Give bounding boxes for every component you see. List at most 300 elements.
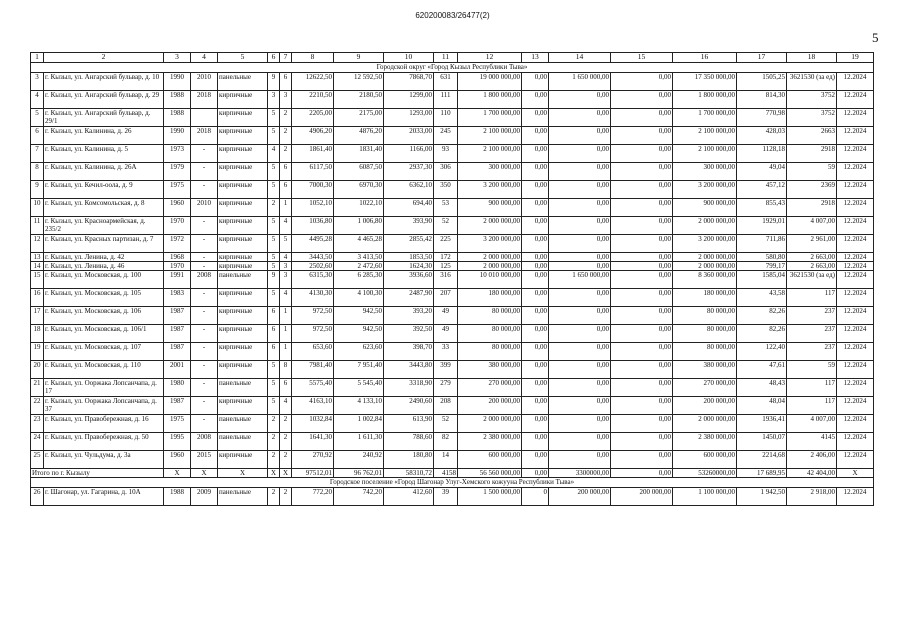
table-cell: 393,20	[384, 307, 434, 325]
table-cell: 5	[268, 253, 280, 262]
table-cell: -	[191, 217, 218, 235]
table-row	[31, 361, 874, 379]
table-cell: 0,00	[549, 163, 611, 181]
table-row	[31, 109, 874, 127]
table-cell: 14	[434, 451, 458, 469]
table-cell: 0,00	[611, 109, 673, 127]
table-cell: 6	[280, 181, 292, 199]
table-cell: 1036,80	[292, 217, 334, 235]
section-row	[31, 478, 874, 488]
table-cell: 653,60	[292, 343, 334, 361]
table-cell: 52	[434, 217, 458, 235]
table-cell: 3 200 000,00	[458, 181, 522, 199]
table-cell: 0,00	[549, 415, 611, 433]
table-cell: 180,80	[384, 451, 434, 469]
table-cell: 1995	[164, 433, 191, 451]
table-cell: 5	[268, 262, 280, 271]
table-cell: 110	[434, 109, 458, 127]
table-cell: 2018	[191, 91, 218, 109]
table-cell: 5	[268, 163, 280, 181]
table-cell: 2 000 000,00	[673, 415, 737, 433]
table-cell: панельные	[218, 415, 268, 433]
page-number: 5	[872, 30, 879, 45]
table-cell: 3752	[787, 91, 837, 109]
table-cell: 0,00	[549, 307, 611, 325]
table-cell: 1987	[164, 307, 191, 325]
table-row	[31, 163, 874, 181]
table-row	[31, 289, 874, 307]
table-cell: 0,00	[611, 397, 673, 415]
table-cell: -	[191, 361, 218, 379]
table-cell: 82,26	[737, 325, 787, 343]
table-cell: 9	[31, 181, 44, 199]
table-cell: 3621530 (за ед)	[787, 271, 837, 289]
table-cell: 398,70	[384, 343, 434, 361]
table-row	[31, 379, 874, 397]
table-cell: 48,04	[737, 397, 787, 415]
table-cell: 117	[787, 289, 837, 307]
table-cell: 3318,90	[384, 379, 434, 397]
table-cell: 2 100 000,00	[673, 127, 737, 145]
table-cell: 2369	[787, 181, 837, 199]
table-cell: 392,50	[384, 325, 434, 343]
table-cell: 12.2024	[837, 262, 874, 271]
table-cell: 1585,04	[737, 271, 787, 289]
table-cell: 270 000,00	[673, 379, 737, 397]
table-cell: 3	[280, 271, 292, 289]
address-cell: г. Кызыл, ул. Красноармейская, д. 235/2	[44, 217, 164, 235]
column-number: 18	[787, 53, 837, 63]
table-cell: кирпичные	[218, 91, 268, 109]
table-cell: 117	[787, 397, 837, 415]
address-cell: г. Кызыл, ул. Кечил-оола, д. 9	[44, 181, 164, 199]
table-cell: 0,00	[549, 109, 611, 127]
table-cell: 0,00	[549, 127, 611, 145]
table-cell: 5	[268, 235, 280, 253]
table-cell: 942,50	[334, 325, 384, 343]
table-cell: 0,00	[611, 325, 673, 343]
table-cell: 2010	[191, 199, 218, 217]
table-cell: -	[191, 397, 218, 415]
total-cell: X	[218, 469, 268, 478]
table-cell: 0,00	[611, 271, 673, 289]
table-cell: 2918	[787, 145, 837, 163]
table-cell: 0,00	[522, 235, 549, 253]
table-cell: 2009	[191, 488, 218, 506]
table-cell: 0,00	[611, 145, 673, 163]
table-cell: 972,50	[292, 325, 334, 343]
table-cell: кирпичные	[218, 181, 268, 199]
table-cell: 1 800 000,00	[673, 91, 737, 109]
table-cell: 2	[268, 199, 280, 217]
total-cell: X	[280, 469, 292, 478]
table-cell: 12 592,50	[334, 73, 384, 91]
table-cell: 4	[280, 217, 292, 235]
table-cell: кирпичные	[218, 343, 268, 361]
table-cell: 1979	[164, 163, 191, 181]
table-cell: -	[191, 415, 218, 433]
table-row	[31, 325, 874, 343]
table-cell: 900 000,00	[458, 199, 522, 217]
table-cell: 0,00	[611, 73, 673, 91]
table-cell: 0,00	[549, 199, 611, 217]
section-row	[31, 63, 874, 73]
table-cell: 1929,01	[737, 217, 787, 235]
table-cell: -	[191, 235, 218, 253]
table-cell: 3 413,50	[334, 253, 384, 262]
total-cell: 96 762,01	[334, 469, 384, 478]
table-cell: 200 000,00	[673, 397, 737, 415]
table-cell: 5	[268, 127, 280, 145]
table-cell: 279	[434, 379, 458, 397]
column-number: 1	[31, 53, 44, 63]
table-cell: 380 000,00	[458, 361, 522, 379]
table-cell: 942,50	[334, 307, 384, 325]
table-row	[31, 199, 874, 217]
table-cell: 0,00	[522, 289, 549, 307]
table-cell: кирпичные	[218, 217, 268, 235]
table-cell: 9	[268, 73, 280, 91]
column-number: 2	[44, 53, 164, 63]
table-cell: 4	[280, 397, 292, 415]
table-cell: 2033,00	[384, 127, 434, 145]
table-row	[31, 181, 874, 199]
table-cell: 2	[280, 488, 292, 506]
table-cell: 0,00	[611, 433, 673, 451]
table-cell: 2015	[191, 451, 218, 469]
address-cell: г. Кызыл, ул. Ангарский бульвар, д. 29	[44, 91, 164, 109]
table-cell: 7981,40	[292, 361, 334, 379]
table-cell: 245	[434, 127, 458, 145]
column-number: 8	[292, 53, 334, 63]
table-cell: 1293,00	[384, 109, 434, 127]
table-cell: 24	[31, 433, 44, 451]
table-cell: 47,61	[737, 361, 787, 379]
table-cell: 10	[31, 199, 44, 217]
table-cell: 12.2024	[837, 433, 874, 451]
total-cell: 58310,72	[384, 469, 434, 478]
table-cell: 80 000,00	[673, 343, 737, 361]
table-cell: панельные	[218, 271, 268, 289]
table-cell: 1988	[164, 91, 191, 109]
table-cell: 0,00	[549, 181, 611, 199]
table-cell: панельные	[218, 433, 268, 451]
table-cell: 59	[787, 163, 837, 181]
table-cell: 1 500 000,00	[458, 488, 522, 506]
table-cell: 1990	[164, 127, 191, 145]
table-row	[31, 488, 874, 506]
column-number: 4	[191, 53, 218, 63]
table-cell: 5	[268, 379, 280, 397]
table-cell: 2 000 000,00	[673, 262, 737, 271]
table-cell: 300 000,00	[458, 163, 522, 181]
table-cell: 12.2024	[837, 73, 874, 91]
table-cell: 1980	[164, 379, 191, 397]
table-cell: 0,00	[522, 199, 549, 217]
table-cell: 6117,50	[292, 163, 334, 181]
table-cell: 12.2024	[837, 307, 874, 325]
table-cell: 0,00	[611, 262, 673, 271]
table-cell: 0,00	[611, 289, 673, 307]
table-cell: 1987	[164, 325, 191, 343]
table-cell: 6970,30	[334, 181, 384, 199]
table-cell: 0,00	[522, 325, 549, 343]
table-row	[31, 145, 874, 163]
table-cell: 4495,28	[292, 235, 334, 253]
table-cell: 3	[280, 262, 292, 271]
table-cell: 1975	[164, 415, 191, 433]
table-cell: 1 100 000,00	[673, 488, 737, 506]
table-cell: 12.2024	[837, 127, 874, 145]
table-cell: 6362,10	[384, 181, 434, 199]
table-cell: кирпичные	[218, 145, 268, 163]
table-cell: кирпичные	[218, 235, 268, 253]
column-number: 13	[522, 53, 549, 63]
table-cell: 2 663,00	[787, 253, 837, 262]
table-cell: 0,00	[522, 217, 549, 235]
register-body	[31, 53, 874, 506]
table-cell: 5	[268, 109, 280, 127]
table-cell: 80 000,00	[458, 325, 522, 343]
table-cell: 2180,50	[334, 91, 384, 109]
table-cell: 623,60	[334, 343, 384, 361]
address-cell: г. Кызыл, ул. Калинина, д. 26	[44, 127, 164, 145]
total-cell: X	[268, 469, 280, 478]
table-cell: 2	[268, 433, 280, 451]
table-cell: 972,50	[292, 307, 334, 325]
table-cell: 3	[31, 73, 44, 91]
address-cell: г. Кызыл, ул. Ангарский бульвар, д. 10	[44, 73, 164, 91]
address-cell: г. Кызыл, ул. Правобережная, д. 16	[44, 415, 164, 433]
table-row	[31, 235, 874, 253]
table-cell: 7	[31, 145, 44, 163]
table-cell: 5	[268, 217, 280, 235]
table-cell: кирпичные	[218, 127, 268, 145]
table-cell: 2 380 000,00	[458, 433, 522, 451]
table-cell: 180 000,00	[673, 289, 737, 307]
table-cell: 200 000,00	[549, 488, 611, 506]
table-cell: 1 650 000,00	[549, 271, 611, 289]
table-cell: 12.2024	[837, 415, 874, 433]
table-cell: 6087,50	[334, 163, 384, 181]
table-cell: 237	[787, 343, 837, 361]
table-cell: 22	[31, 397, 44, 415]
table-cell: 13	[31, 253, 44, 262]
table-cell: 3 200 000,00	[458, 235, 522, 253]
table-cell: 80 000,00	[673, 325, 737, 343]
table-cell: 1972	[164, 235, 191, 253]
table-cell: 1960	[164, 451, 191, 469]
table-cell: 1853,50	[384, 253, 434, 262]
table-cell: 0,00	[549, 379, 611, 397]
table-cell: 49	[434, 307, 458, 325]
table-cell: 457,12	[737, 181, 787, 199]
section-title: Городской округ «Город Кызыл Республики Тыва»	[31, 63, 874, 73]
table-cell: 772,20	[292, 488, 334, 506]
table-cell: кирпичные	[218, 361, 268, 379]
table-cell: 4 007,00	[787, 415, 837, 433]
table-cell: 25	[31, 451, 44, 469]
table-cell: 2	[268, 488, 280, 506]
table-cell: 1	[280, 307, 292, 325]
table-cell: 6	[280, 163, 292, 181]
total-cell: 97512,01	[292, 469, 334, 478]
table-cell: 0,00	[522, 91, 549, 109]
table-cell: 12.2024	[837, 109, 874, 127]
table-cell: 0,00	[522, 163, 549, 181]
table-cell: 237	[787, 307, 837, 325]
table-cell: 3752	[787, 109, 837, 127]
table-cell: 3443,50	[292, 253, 334, 262]
table-cell: 270 000,00	[458, 379, 522, 397]
table-cell: 111	[434, 91, 458, 109]
table-cell: 2663	[787, 127, 837, 145]
table-cell: 1	[280, 343, 292, 361]
table-cell: 0,00	[522, 415, 549, 433]
table-cell: 2 100 000,00	[458, 127, 522, 145]
table-cell: 0,00	[522, 127, 549, 145]
table-cell: 0,00	[549, 235, 611, 253]
table-cell: 306	[434, 163, 458, 181]
total-cell: 0,00	[611, 469, 673, 478]
table-cell: панельные	[218, 73, 268, 91]
address-cell: г. Шагонар, ул. Гагарина, д. 10А	[44, 488, 164, 506]
table-cell: 200 000,00	[458, 397, 522, 415]
table-cell: 16	[31, 289, 44, 307]
table-cell: 8 360 000,00	[673, 271, 737, 289]
table-cell: 1973	[164, 145, 191, 163]
table-cell: -	[191, 307, 218, 325]
table-cell: 1975	[164, 181, 191, 199]
table-cell: 23	[31, 415, 44, 433]
table-cell: 1936,41	[737, 415, 787, 433]
table-cell: 814,30	[737, 91, 787, 109]
table-cell: 0,00	[522, 262, 549, 271]
table-cell: 12.2024	[837, 217, 874, 235]
address-cell: г. Кызыл, ул. Ооржака Лопсанчапа, д. 17	[44, 379, 164, 397]
table-cell: 43,58	[737, 289, 787, 307]
table-cell: 14	[31, 262, 44, 271]
table-cell: 0,00	[549, 91, 611, 109]
table-cell: 26	[31, 488, 44, 506]
table-cell: 2 380 000,00	[673, 433, 737, 451]
table-cell: 428,03	[737, 127, 787, 145]
table-cell: 12.2024	[837, 235, 874, 253]
table-cell: 1 006,80	[334, 217, 384, 235]
table-cell: 6	[31, 127, 44, 145]
column-number: 19	[837, 53, 874, 63]
table-cell: 2487,90	[384, 289, 434, 307]
address-cell: г. Кызыл, ул. Ленина, д. 46	[44, 262, 164, 271]
table-cell: 2 100 000,00	[458, 145, 522, 163]
table-cell: 1505,25	[737, 73, 787, 91]
table-cell: 3936,60	[384, 271, 434, 289]
table-cell: 3443,80	[384, 361, 434, 379]
table-cell: 39	[434, 488, 458, 506]
table-cell: 2	[280, 127, 292, 145]
table-cell: 0,00	[549, 262, 611, 271]
table-cell: 350	[434, 181, 458, 199]
table-row	[31, 262, 874, 271]
table-cell: 2	[268, 451, 280, 469]
table-cell: 0,00	[522, 361, 549, 379]
table-cell: 1970	[164, 217, 191, 235]
address-cell: г. Кызыл, ул. Ленина, д. 42	[44, 253, 164, 262]
table-cell: 0,00	[549, 397, 611, 415]
table-cell: 0,00	[522, 271, 549, 289]
table-cell: 12.2024	[837, 488, 874, 506]
address-cell: г. Кызыл, ул. Калинина, д. 5	[44, 145, 164, 163]
table-cell: 2	[280, 109, 292, 127]
address-cell: г. Кызыл, ул. Московская, д. 100	[44, 271, 164, 289]
table-row	[31, 127, 874, 145]
table-cell: 7 951,40	[334, 361, 384, 379]
table-cell: 2	[280, 145, 292, 163]
table-cell: 2 000 000,00	[458, 253, 522, 262]
table-cell: 0,00	[522, 397, 549, 415]
table-cell: 270,92	[292, 451, 334, 469]
table-cell: 9	[268, 271, 280, 289]
table-cell: 208	[434, 397, 458, 415]
table-cell: 2	[280, 451, 292, 469]
table-cell: 6	[268, 325, 280, 343]
table-cell: 6	[268, 307, 280, 325]
table-row	[31, 397, 874, 415]
table-cell: 3 200 000,00	[673, 235, 737, 253]
table-cell: 4	[268, 145, 280, 163]
table-cell: 2 961,00	[787, 235, 837, 253]
document-id: 620200083/26477(2)	[415, 11, 490, 20]
total-cell: X	[191, 469, 218, 478]
table-cell: 12.2024	[837, 397, 874, 415]
table-cell: 613,90	[384, 415, 434, 433]
table-cell: 600 000,00	[458, 451, 522, 469]
table-cell: 5	[268, 397, 280, 415]
table-cell: 2 100 000,00	[673, 145, 737, 163]
table-cell: 2001	[164, 361, 191, 379]
table-cell: 0,00	[522, 109, 549, 127]
table-cell: 0,00	[549, 145, 611, 163]
table-cell: -	[191, 262, 218, 271]
table-cell: 93	[434, 145, 458, 163]
table-cell: 0,00	[611, 451, 673, 469]
table-cell: 19	[31, 343, 44, 361]
table-cell: 0,00	[611, 361, 673, 379]
table-cell: 7000,30	[292, 181, 334, 199]
table-cell: 5	[268, 289, 280, 307]
table-cell: 2 472,60	[334, 262, 384, 271]
table-cell: 1450,07	[737, 433, 787, 451]
total-cell: 0,00	[522, 469, 549, 478]
table-cell: 1987	[164, 343, 191, 361]
table-cell: 1 002,84	[334, 415, 384, 433]
column-number: 12	[458, 53, 522, 63]
table-row	[31, 307, 874, 325]
table-cell: 12.2024	[837, 253, 874, 262]
table-cell: 6	[268, 343, 280, 361]
table-cell: 770,98	[737, 109, 787, 127]
table-cell: 0,00	[611, 379, 673, 397]
table-cell: 18	[31, 325, 44, 343]
table-cell: 172	[434, 253, 458, 262]
table-cell: 316	[434, 271, 458, 289]
address-cell: г. Кызыл, ул. Комсомольская, д. 8	[44, 199, 164, 217]
column-number: 14	[549, 53, 611, 63]
table-cell: 12.2024	[837, 343, 874, 361]
table-cell: 1052,10	[292, 199, 334, 217]
table-cell: 1991	[164, 271, 191, 289]
total-label: Итого по г. Кызылу	[31, 469, 164, 478]
